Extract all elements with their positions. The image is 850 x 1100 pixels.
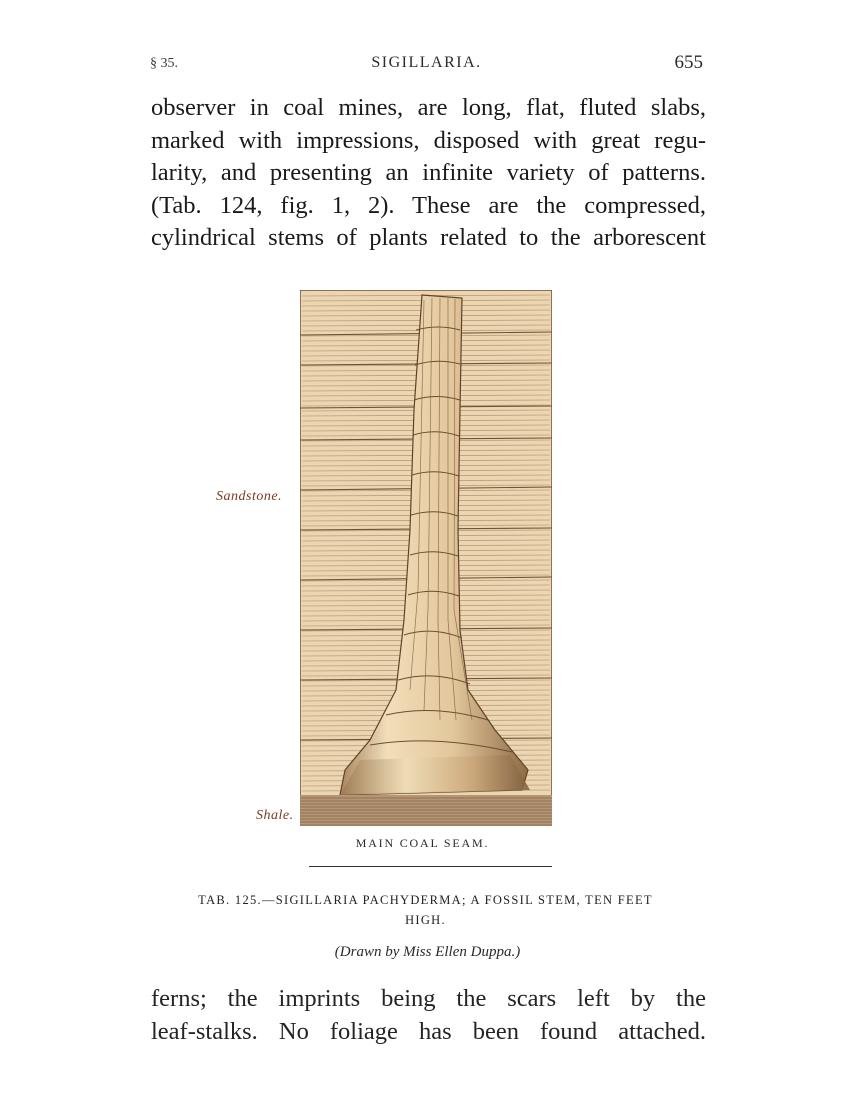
running-head xyxy=(150,52,703,76)
stem-base xyxy=(340,755,530,795)
text-line: larity, and presenting an infinite variety of patterns. xyxy=(151,159,706,186)
label-main-coal-seam: MAIN COAL SEAM. xyxy=(355,836,490,850)
coal-seam xyxy=(300,795,552,826)
text-line: (Tab. 124, fig. 1, 2). These are the compressed, xyxy=(151,191,706,219)
caption-rule xyxy=(309,866,552,867)
running-title: SIGILLARIA. xyxy=(371,54,482,71)
body-paragraph-top xyxy=(151,92,706,255)
text-line: observer in coal mines, are long, flat, fluted slabs, xyxy=(151,94,706,121)
text-line: cylindrical stems of plants related to the arborescent xyxy=(151,224,706,251)
caption-line: TAB. 125.—SIGILLARIA PACHYDERMA; A FOSSIL STEM, TEN FEET xyxy=(198,893,653,907)
text-line: marked with impressions, disposed with great regu- xyxy=(151,126,706,154)
figure-credit: (Drawn by Miss Ellen Duppa.) xyxy=(334,944,521,960)
fossil-stem-illustration xyxy=(300,290,552,826)
page-number: 655 xyxy=(674,52,703,73)
caption-line: HIGH. xyxy=(405,913,446,927)
label-shale: Shale. xyxy=(256,808,294,823)
figure-caption xyxy=(168,890,683,930)
text-line: leaf-stalks. No foliage has been found attached. xyxy=(151,1018,706,1045)
text-line: ferns; the imprints being the scars left by the xyxy=(151,985,706,1012)
section-number: § 35. xyxy=(150,56,178,71)
body-paragraph-bottom xyxy=(151,982,706,1048)
label-sandstone: Sandstone. xyxy=(216,489,283,504)
